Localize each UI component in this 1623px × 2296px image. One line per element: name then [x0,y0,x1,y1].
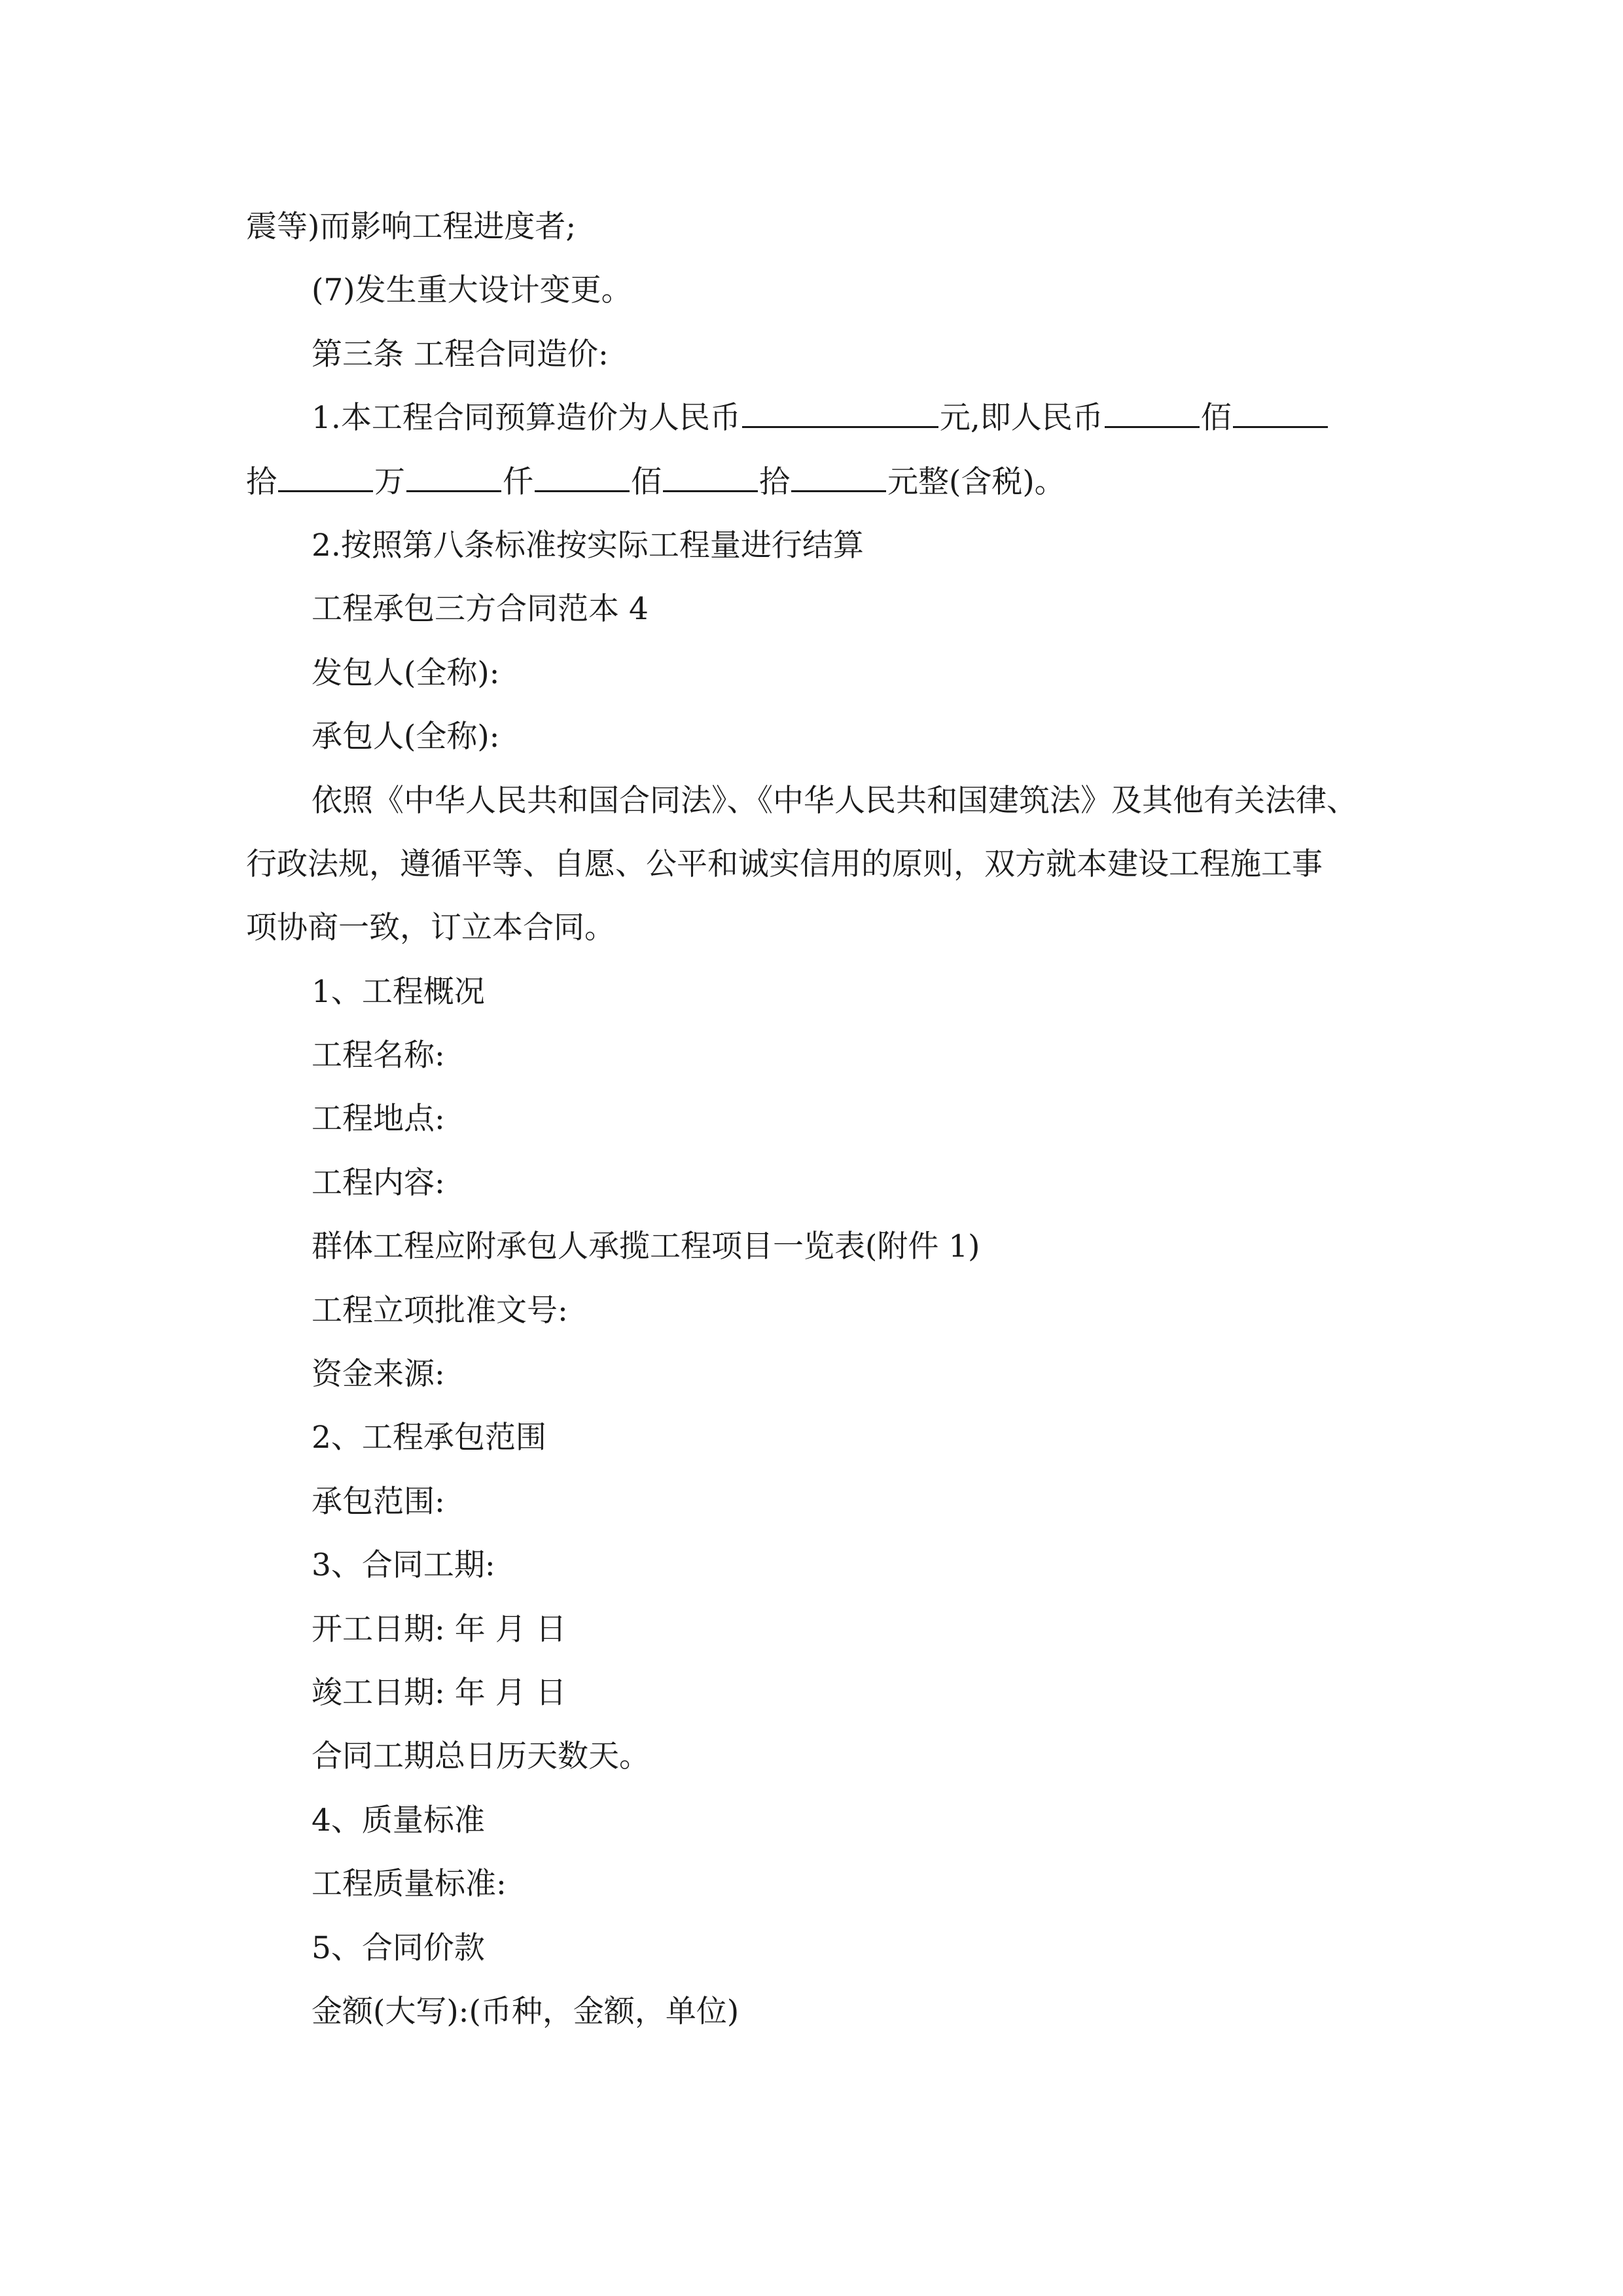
party-contractor: 承包人(全称): [312,719,500,755]
price-clause-line-2 [246,450,1378,514]
paragraph-line: 依照《中华人民共和国合同法》、《中华人民共和国建筑法》及其他有关法律、 [312,782,1357,819]
blank-field [278,464,373,492]
section-heading: 4、质量标准 [312,1802,485,1839]
text-line: (7)发生重大设计变更。 [312,272,632,309]
price-clause-text: 元,即人民币 [939,400,1103,437]
form-label: 工程内容: [312,1164,445,1201]
form-label: 开工日期: 年 月 日 [312,1611,567,1647]
price-clause-text: 佰 [1200,400,1232,437]
text-line: 震等)而影响工程进度者; [246,209,577,245]
blank-field [1233,400,1328,428]
form-label: 工程地点: [312,1101,445,1138]
paragraph-line: 行政法规，遵循平等、自愿、公平和诚实信用的原则，双方就本建设工程施工事 [246,846,1323,882]
form-label: 竣工日期: 年 月 日 [312,1674,567,1711]
section-heading: 2、工程承包范围 [312,1420,546,1456]
text-line: 合同工期总日历天数天。 [312,1738,650,1775]
paragraph-line: 项协商一致，订立本合同。 [246,910,615,946]
document-body [246,195,1378,2043]
blank-field [742,400,938,428]
unit-label: 佰 [631,463,662,500]
blank-field [1105,400,1200,428]
unit-label: 万 [374,463,405,500]
blank-field [406,464,501,492]
price-clause-ending: 元整(含税)。 [887,463,1065,500]
form-label: 工程名称: [312,1037,445,1074]
section-heading: 5、合同价款 [312,1929,485,1966]
form-label: 工程质量标准: [312,1866,507,1903]
section-heading: 第三条 工程合同造价: [312,336,609,372]
form-label: 资金来源: [312,1356,445,1393]
blank-field [663,464,758,492]
section-heading: 1、工程概况 [312,973,485,1010]
text-line: 2.按照第八条标准按实际工程量进行结算 [312,527,864,564]
price-clause-line-1 [246,386,1378,450]
blank-field [791,464,886,492]
form-label: 金额(大写):(币种，金额，单位) [312,1993,740,2030]
unit-label: 仟 [503,463,533,500]
unit-label: 拾 [759,463,790,500]
price-clause-text: 1.本工程合同预算造价为人民币 [312,400,741,437]
text-line: 群体工程应附承包人承揽工程项目一览表(附件 1) [312,1229,980,1265]
blank-field [535,464,630,492]
form-label: 工程立项批准文号: [312,1292,568,1329]
document-title: 工程承包三方合同范本 4 [312,591,649,628]
section-heading: 3、合同工期: [312,1547,495,1584]
unit-label: 拾 [246,463,277,500]
party-employer: 发包人(全称): [312,655,500,691]
form-label: 承包范围: [312,1483,445,1520]
